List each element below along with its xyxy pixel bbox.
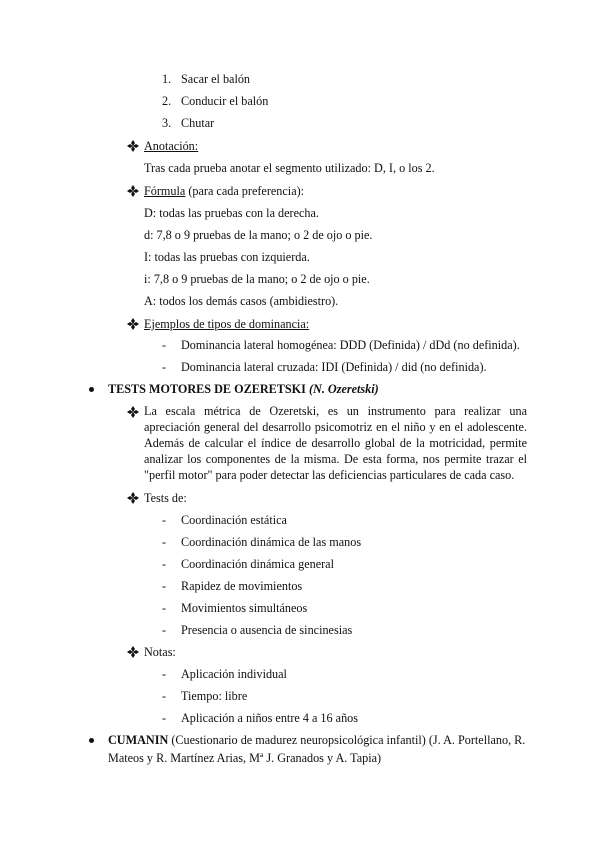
round-bullet-icon: [89, 738, 94, 743]
ozeretski-paragraph-line: apreciación general del desarrollo psicomotriz en el niño y en el adolescente.: [144, 420, 527, 434]
ozeretski-paragraph-line: "perfil motor" para poder detectar las deficiencias particulares de cada caso.: [144, 468, 515, 482]
nota-item: Tiempo: libre: [181, 689, 248, 703]
anotacion-text: Tras cada prueba anotar el segmento utilizado: D, I, o los 2.: [144, 161, 435, 175]
test-item: Coordinación dinámica general: [181, 557, 334, 571]
ozeretski-author: (N. Ozeretski): [308, 382, 379, 396]
ozeretski-heading: [108, 382, 379, 397]
dash-bullet: -: [162, 667, 167, 681]
test-item: Rapidez de movimientos: [181, 579, 303, 593]
list-item: Sacar el balón: [181, 72, 251, 86]
nota-item: Aplicación a niños entre 4 a 16 años: [181, 711, 359, 725]
tests-heading: Tests de:: [144, 491, 187, 505]
formula-heading: Fórmula: [144, 184, 186, 198]
ejemplo-item: Dominancia lateral cruzada: IDI (Definida) / did (no definida).: [181, 360, 487, 374]
formula-line: D: todas las pruebas con la derecha.: [144, 206, 319, 220]
formula-line: i: 7,8 o 9 pruebas de la mano; o 2 de ojo o pie.: [144, 272, 370, 286]
notas-heading: Notas:: [144, 645, 176, 659]
cumanin-line-2: Mateos y R. Martínez Arias, Mª J. Granados y A. Tapia): [108, 751, 382, 765]
diamond-bullet-icon: [127, 318, 139, 330]
test-item: Coordinación estática: [181, 513, 287, 527]
dash-bullet: -: [162, 623, 167, 637]
diamond-bullet-icon: [127, 185, 139, 197]
formula-line: I: todas las pruebas con izquierda.: [144, 250, 310, 264]
test-item: Presencia o ausencia de sincinesias: [181, 623, 353, 637]
list-number: 1.: [162, 72, 172, 86]
ozeretski-paragraph-line: La escala métrica de Ozeretski, es un instrumento para realizar una: [144, 404, 527, 418]
cumanin-title: CUMANIN: [108, 733, 169, 747]
formula-heading-rest: (para cada preferencia):: [185, 184, 305, 198]
diamond-bullet-icon: [127, 646, 139, 658]
dash-bullet: -: [162, 557, 167, 571]
ejemplos-heading: Ejemplos de tipos de dominancia:: [144, 317, 310, 331]
round-bullet-icon: [89, 387, 94, 392]
ejemplo-item: Dominancia lateral homogénea: DDD (Definida) / dDd (no definida).: [181, 338, 520, 352]
diamond-bullet-icon: [127, 492, 139, 504]
ozeretski-paragraph-line: Además de calcular el índice de desarrollo global de la motricidad, permite: [144, 436, 527, 450]
dash-bullet: -: [162, 579, 167, 593]
list-number: 2.: [162, 94, 172, 108]
dash-bullet: -: [162, 338, 167, 352]
dash-bullet: -: [162, 689, 167, 703]
formula-heading-line: [144, 184, 304, 199]
formula-line: A: todos los demás casos (ambidiestro).: [144, 294, 339, 308]
test-item: Movimientos simultáneos: [181, 601, 308, 615]
dash-bullet: -: [162, 711, 167, 725]
test-item: Coordinación dinámica de las manos: [181, 535, 362, 549]
ozeretski-paragraph-line: analizar los componentes de la misma. De esta forma, nos permite trazar el: [144, 452, 527, 466]
anotacion-heading: Anotación:: [144, 139, 199, 153]
cumanin-line1-text: (Cuestionario de madurez neuropsicológica infantil) (J. A. Portellano, R.: [168, 733, 526, 747]
dash-bullet: -: [162, 513, 167, 527]
nota-item: Aplicación individual: [181, 667, 287, 681]
diamond-bullet-icon: [127, 140, 139, 152]
list-item: Conducir el balón: [181, 94, 269, 108]
dash-bullet: -: [162, 535, 167, 549]
diamond-bullet-icon: [127, 406, 139, 418]
formula-line: d: 7,8 o 9 pruebas de la mano; o 2 de ojo o pie.: [144, 228, 373, 242]
dash-bullet: -: [162, 601, 167, 615]
ozeretski-title: TESTS MOTORES DE OZERETSKI: [108, 382, 306, 396]
cumanin-line-1: [108, 733, 525, 748]
dash-bullet: -: [162, 360, 167, 374]
list-item: Chutar: [181, 116, 215, 130]
list-number: 3.: [162, 116, 172, 130]
